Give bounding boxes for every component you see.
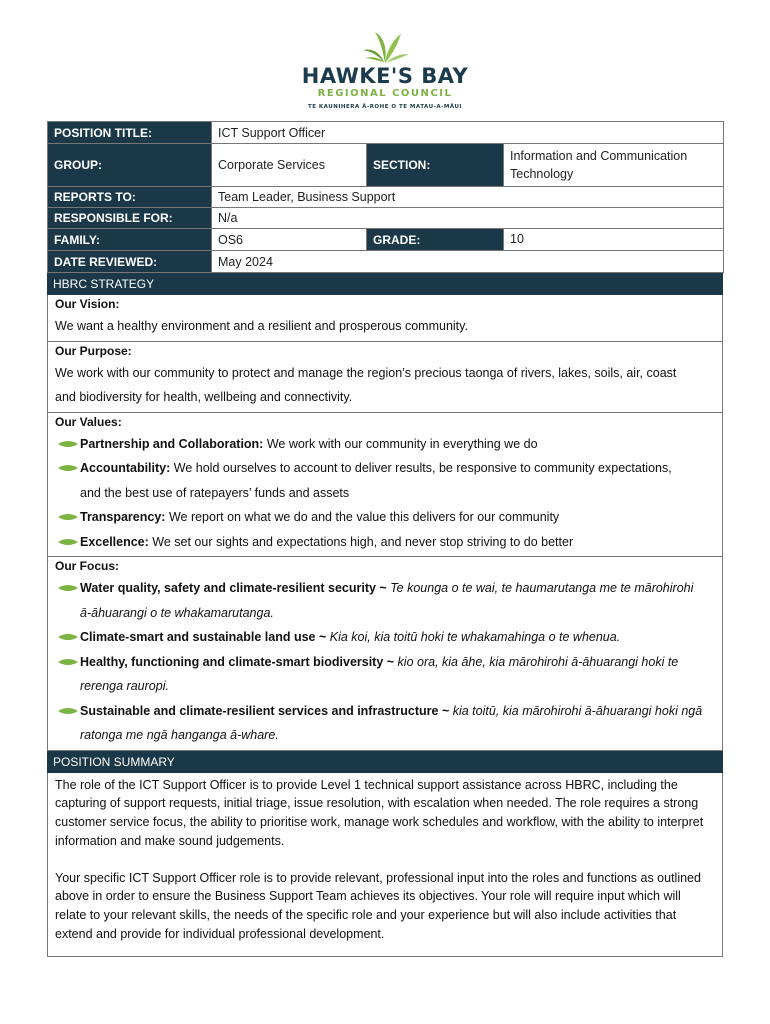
reports-to-value: Team Leader, Business Support: [212, 187, 724, 208]
value-text: We report on what we do and the value this delivers for our community: [165, 510, 560, 524]
leaf-bullet-icon: [58, 465, 78, 471]
focus-maori-text-continued: ratonga me ngā hanganga ā-whare.: [80, 728, 279, 742]
value-item-accountability: [55, 456, 715, 505]
focus-title: Healthy, functioning and climate-smart biodiversity ~: [80, 654, 398, 669]
grade-value: 10: [504, 229, 724, 251]
leaf-bullet-icon: [58, 539, 78, 545]
focus-section: [47, 557, 723, 751]
purpose-text-line-1: We work with our community to protect and manage the region’s precious taonga of rivers, lakes, soils, air, coast: [55, 365, 677, 380]
leaf-bullet-icon: [58, 634, 78, 640]
value-item-transparency: [55, 505, 715, 530]
value-title: Accountability:: [80, 461, 171, 475]
focus-maori-text-continued: ā-āhuarangi o te whakamarutanga.: [80, 605, 274, 620]
focus-maori-text-continued: rerenga rauropi.: [80, 679, 169, 693]
values-section: [47, 413, 723, 558]
value-title: Transparency:: [80, 510, 166, 524]
focus-title: Water quality, safety and climate-resilient security ~: [80, 581, 391, 595]
leaf-emblem-icon: [355, 28, 415, 64]
family-label: FAMILY:: [48, 229, 212, 251]
leaf-bullet-icon: [58, 585, 78, 591]
grade-label: GRADE:: [367, 229, 504, 251]
date-reviewed-value: May 2024: [212, 251, 724, 273]
vision-heading: Our Vision:: [55, 297, 120, 311]
position-description: [47, 121, 723, 957]
purpose-heading: Our Purpose:: [55, 343, 132, 358]
summary-paragraph-2: Your specific ICT Support Officer role is to provide relevant, professional input into the roles and functions as outlined above in order to ensure the Business Support Team achieves its objectives. Your role will require input which will relate to your relevant skills, the needs of the specific role and your experience but will also include activities that extend and provide for individual professional development.: [55, 870, 701, 942]
family-value: OS6: [212, 229, 367, 251]
value-item-excellence: [55, 530, 715, 555]
focus-item-infrastructure: [55, 699, 715, 748]
focus-title: Climate-smart and sustainable land use ~: [80, 630, 330, 644]
responsible-for-value: N/a: [212, 208, 724, 229]
group-value: Corporate Services: [212, 144, 367, 187]
leaf-bullet-icon: [58, 708, 78, 714]
vision-text: We want a healthy environment and a resilient and prosperous community.: [55, 319, 468, 333]
hbrc-strategy-heading: HBRC STRATEGY: [47, 273, 723, 295]
position-title-value: ICT Support Officer: [212, 122, 724, 144]
logo-name: HAWKE'S BAY: [301, 64, 469, 88]
purpose-section: [47, 342, 723, 413]
leaf-bullet-icon: [58, 514, 78, 520]
position-summary-heading: POSITION SUMMARY: [47, 751, 723, 773]
hbrc-logo: [0, 28, 770, 110]
focus-item-land-use: [55, 625, 715, 650]
section-label: SECTION:: [367, 144, 504, 187]
focus-item-water: [55, 576, 715, 625]
purpose-text-line-2: and biodiversity for health, wellbeing and connectivity.: [55, 390, 353, 404]
logo-tagline: TE KAUNIHERA Ā-ROHE O TE MATAU-A-MĀUI: [308, 104, 462, 110]
group-label: GROUP:: [48, 144, 212, 187]
value-title: Excellence:: [80, 534, 149, 549]
focus-maori-text: kia toitū, kia mārohirohi ā-āhuarangi hoki ngā: [452, 703, 703, 718]
values-heading: Our Values:: [55, 414, 122, 429]
value-item-partnership: [55, 432, 715, 457]
position-info-table: [47, 121, 724, 273]
focus-title: Sustainable and climate-resilient services and infrastructure ~: [80, 703, 453, 718]
position-title-label: POSITION TITLE:: [48, 122, 212, 144]
focus-maori-text: kio ora, kia āhe, kia mārohirohi ā-āhuarangi hoki te: [397, 654, 679, 669]
leaf-bullet-icon: [58, 441, 78, 447]
value-title: Partnership and Collaboration:: [80, 436, 264, 451]
value-text: We work with our community in everything we do: [263, 436, 538, 451]
focus-heading: Our Focus:: [55, 559, 120, 573]
value-text: We hold ourselves to account to deliver results, be responsive to community expectations,: [170, 461, 672, 475]
focus-maori-text: Te kounga o te wai, te haumarutanga me te mārohirohi: [390, 581, 694, 595]
leaf-bullet-icon: [58, 659, 78, 665]
date-reviewed-label: DATE REVIEWED:: [48, 251, 212, 273]
section-value: Information and Communication Technology: [504, 144, 724, 187]
position-summary-body: [47, 773, 723, 957]
value-text-continued: and the best use of ratepayers’ funds and assets: [80, 485, 350, 500]
summary-paragraph-1: The role of the ICT Support Officer is to provide Level 1 technical support assistance across HBRC, including the capturing of support requests, initial triage, issue resolution, with escalation when needed. The role requires a strong customer service focus, the ability to prioritise work, manage work schedules and workflow, with the ability to interpret information and make sound judgements.: [55, 777, 704, 848]
focus-maori-text: Kia koi, kia toitū hoki te whakamahinga o te whenua.: [329, 630, 621, 644]
logo-subtitle: REGIONAL COUNCIL: [317, 88, 453, 99]
vision-section: [47, 295, 723, 342]
focus-item-biodiversity: [55, 650, 715, 699]
responsible-for-label: RESPONSIBLE FOR:: [48, 208, 212, 229]
value-text: We set our sights and expectations high, and never stop striving to do better: [148, 534, 574, 549]
reports-to-label: REPORTS TO:: [48, 187, 212, 208]
